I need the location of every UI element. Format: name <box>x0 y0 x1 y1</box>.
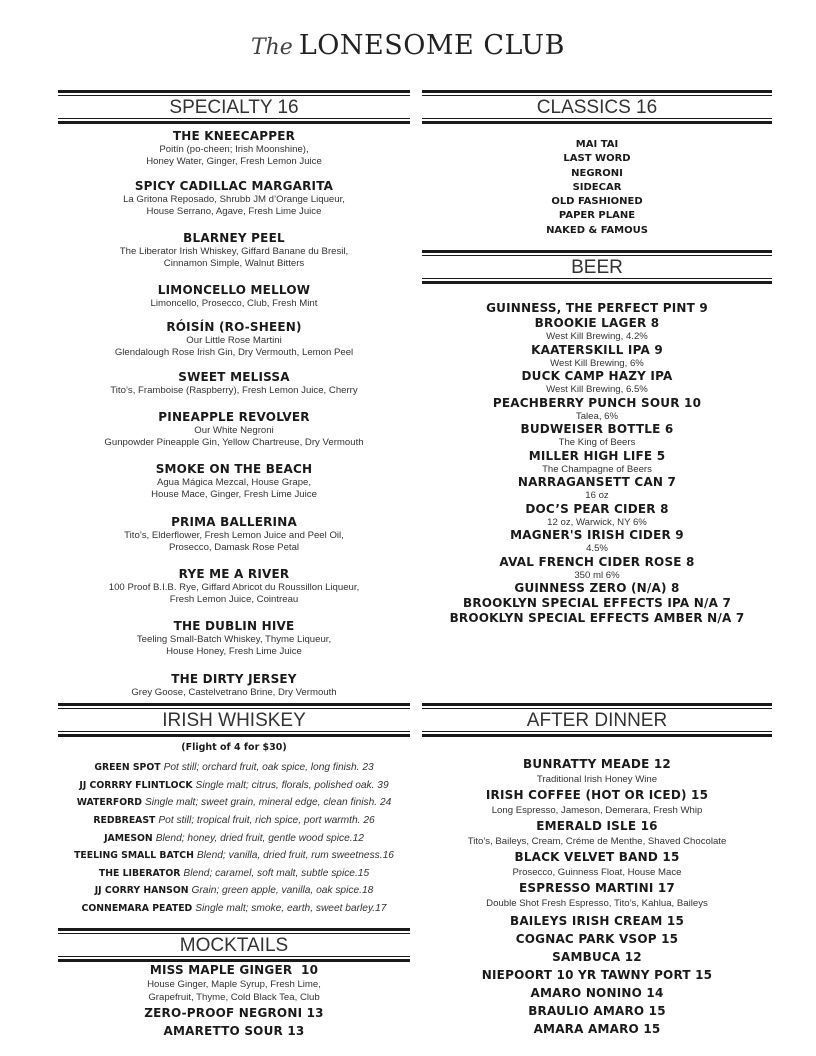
beer-desc: West Kill Brewing, 4.2% <box>546 331 648 342</box>
specialty-item <box>58 370 410 397</box>
after-dinner-desc: Prosecco, Guinness Float, House Mace <box>512 867 682 878</box>
classic-item: SIDECAR <box>572 181 622 193</box>
drink-name: SWEET MELISSA <box>178 370 290 384</box>
beer-desc: West Kill Brewing, 6% <box>550 357 644 369</box>
whiskey-desc: Grain; green apple, vanilla, oak spice.18 <box>191 885 374 897</box>
beer-header <box>422 250 772 284</box>
drink-desc: Honey Water, Ginger, Fresh Lemon Juice <box>146 155 322 167</box>
after-dinner-title: AFTER DINNER <box>526 710 668 731</box>
drink-desc: The Liberator Irish Whiskey, Giffard Banane du Bresil, <box>119 246 349 257</box>
whiskey-item <box>58 882 410 900</box>
after-dinner-name: BLACK VELVET BAND 15 <box>514 850 680 864</box>
drink-name: RYE ME A RIVER <box>178 567 290 581</box>
drink-name: THE KNEECAPPER <box>172 129 296 143</box>
mocktail-name: ZERO-PROOF NEGRONI 13 <box>144 1006 324 1020</box>
beer-name: BUDWEISER BOTTLE 6 <box>520 422 674 436</box>
drink-desc: Glendalough Rose Irish Gin, Dry Vermouth, Lemon Peel <box>114 346 354 358</box>
drink-desc: La Gritona Reposado, Shrubb JM d’Orange Liqueur, <box>123 194 345 205</box>
after-dinner-desc: Traditional Irish Honey Wine <box>536 774 658 785</box>
mocktails-list <box>58 963 410 1040</box>
mocktails-title: MOCKTAILS <box>179 935 289 956</box>
after-dinner-name: EMERALD ISLE 16 <box>536 819 658 833</box>
classics-header <box>422 90 772 124</box>
drink-desc: Teeling Small-Batch Whiskey, Thyme Liqueur, <box>136 634 332 645</box>
whiskey-name: GREEN SPOT <box>94 762 161 774</box>
beer-name: BROOKLYN SPECIAL EFFECTS IPA N/A 7 <box>462 596 732 610</box>
classic-item: LAST WORD <box>563 153 631 165</box>
brand-title <box>0 30 816 61</box>
after-dinner-name: IRISH COFFEE (HOT OR ICED) 15 <box>485 788 709 802</box>
whiskey-desc: Single malt; sweet grain, mineral edge, clean finish. 24 <box>144 797 392 809</box>
whiskey-name: JJ CORRRY FLINTLOCK <box>79 779 193 791</box>
drink-desc: Agua Mágica Mezcal, House Grape, <box>156 477 312 488</box>
after-dinner-desc: Tito’s, Baileys, Cream, Créme de Menthe, Shaved Chocolate <box>467 836 727 847</box>
drink-name: SPICY CADILLAC MARGARITA <box>134 179 334 193</box>
beer-title: BEER <box>571 257 623 278</box>
classic-item: PAPER PLANE <box>558 210 636 222</box>
after-dinner-name: SAMBUCA 12 <box>552 950 642 964</box>
classic-item: OLD FASHIONED <box>551 196 643 208</box>
beer-desc: Talea, 6% <box>575 410 619 422</box>
beer-name: KAATERSKILL IPA 9 <box>531 342 663 357</box>
drink-desc: Our White Negroni <box>194 425 274 436</box>
whiskey-name: THE LIBERATOR <box>98 867 181 879</box>
after-dinner-name: COGNAC PARK VSOP 15 <box>515 932 679 946</box>
whiskey-item <box>58 812 410 830</box>
after-dinner-desc: Double Shot Fresh Espresso, Tito’s, Kahlua, Baileys <box>486 898 708 909</box>
beer-name: BROOKLYN SPECIAL EFFECTS AMBER N/A 7 <box>449 611 745 625</box>
beer-desc: 350 ml 6% <box>574 569 620 581</box>
after-dinner-list <box>422 757 772 1038</box>
drink-desc: Gunpowder Pineapple Gin, Yellow Chartreuse, Dry Vermouth <box>104 436 364 448</box>
specialty-header <box>58 90 410 124</box>
whiskey-desc: Pot still; orchard fruit, oak spice, long finish. 23 <box>163 762 374 774</box>
brand-the: The <box>250 35 293 60</box>
after-dinner-name: AMARA AMARO 15 <box>533 1022 661 1036</box>
drink-desc: Cinnamon Simple, Walnut Bitters <box>163 257 305 269</box>
whiskey-item <box>58 830 410 848</box>
drink-desc: Tito’s, Elderflower, Fresh Lemon Juice and Peel Oil, <box>124 530 344 541</box>
specialty-title: SPECIALTY 16 <box>169 97 299 118</box>
specialty-item <box>58 567 410 605</box>
whiskey-desc: Single malt; smoke, earth, sweet barley.17 <box>195 903 387 915</box>
drink-name: LIMONCELLO MELLOW <box>157 283 311 297</box>
beer-desc: 4.5% <box>586 543 608 554</box>
whiskey-item <box>58 794 410 812</box>
mocktail-desc: Grapefruit, Thyme, Cold Black Tea, Club <box>148 992 320 1003</box>
irish-whiskey-header <box>58 703 410 737</box>
whiskey-item <box>58 759 410 777</box>
whiskey-desc: Blend; caramel, soft malt, subtle spice.15 <box>183 867 370 879</box>
mocktails-header <box>58 928 410 962</box>
after-dinner-header <box>422 703 772 737</box>
drink-desc: Limoncello, Prosecco, Club, Fresh Mint <box>150 298 318 309</box>
beer-name: MILLER HIGH LIFE 5 <box>528 448 666 463</box>
whiskey-name: JJ CORRY HANSON <box>94 885 189 897</box>
drink-desc: Poitín (po-cheen; Irish Moonshine), <box>159 144 309 155</box>
classic-item: NAKED & FAMOUS <box>546 224 648 236</box>
after-dinner-name: NIEPOORT 10 YR TAWNY PORT 15 <box>481 968 713 982</box>
classics-title: CLASSICS 16 <box>536 97 658 118</box>
specialty-item <box>58 283 410 310</box>
whiskey-desc: Pot still; tropical fruit, rich spice, port warmth. 26 <box>158 815 375 827</box>
specialty-item <box>58 672 410 699</box>
whiskey-name: WATERFORD <box>76 797 142 809</box>
classics-list <box>422 138 772 238</box>
whiskey-desc: Blend; honey, dried fruit, gentle wood spice.12 <box>155 832 364 844</box>
specialty-item <box>58 179 410 217</box>
drink-desc: House Mace, Ginger, Fresh Lime Juice <box>151 488 317 500</box>
whiskey-desc: Single malt; citrus, florals, polished oak. 39 <box>195 779 389 791</box>
after-dinner-name: ESPRESSO MARTINI 17 <box>519 881 675 895</box>
drink-name: THE DIRTY JERSEY <box>171 672 297 686</box>
beer-name: GUINNESS, THE PERFECT PINT 9 <box>486 301 708 315</box>
mocktail-name: MISS MAPLE GINGER 10 <box>149 963 319 977</box>
beer-name: DOC’S PEAR CIDER 8 <box>525 501 669 516</box>
mocktail-name: AMARETTO SOUR 13 <box>163 1024 305 1038</box>
specialty-item <box>58 462 410 500</box>
drink-desc: House Serrano, Agave, Fresh Lime Juice <box>146 205 322 217</box>
classic-item: MAI TAI <box>575 139 619 150</box>
whiskey-name: TEELING SMALL BATCH <box>74 850 194 862</box>
specialty-item <box>58 619 410 657</box>
irish-whiskey-title: IRISH WHISKEY <box>162 710 306 731</box>
beer-list <box>422 301 772 626</box>
whiskey-item <box>58 847 410 865</box>
beer-desc: 16 oz <box>585 490 609 501</box>
after-dinner-name: AMARO NONINO 14 <box>530 986 664 1000</box>
whiskey-name: CONNEMARA PEATED <box>81 903 193 915</box>
specialty-item <box>58 129 410 167</box>
beer-desc: The King of Beers <box>558 437 636 448</box>
drink-desc: House Honey, Fresh Lime Juice <box>166 645 302 657</box>
beer-desc: 12 oz, Warwick, NY 6% <box>547 516 647 528</box>
specialty-item <box>58 410 410 448</box>
whiskey-desc: Blend; vanilla, dried fruit, rum sweetness.16 <box>196 850 394 862</box>
drink-name: PRIMA BALLERINA <box>171 515 297 529</box>
beer-name: MAGNER'S IRISH CIDER 9 <box>510 528 684 542</box>
whiskey-list <box>58 741 410 918</box>
specialty-item <box>58 231 410 269</box>
drink-name: RÓISÍN (RO-SHEEN) <box>166 320 302 334</box>
after-dinner-name: BAILEYS IRISH CREAM 15 <box>509 914 685 928</box>
beer-name: AVAL FRENCH CIDER ROSE 8 <box>499 554 695 569</box>
whiskey-name: REDBREAST <box>93 815 156 827</box>
drink-desc: 100 Proof B.I.B. Rye, Giffard Abricot du Roussillon Liqueur, <box>108 582 360 593</box>
specialty-item <box>58 320 410 358</box>
beer-name: DUCK CAMP HAZY IPA <box>521 369 673 383</box>
drink-desc: Prosecco, Damask Rose Petal <box>168 541 300 553</box>
beer-name: BROOKIE LAGER 8 <box>534 316 660 330</box>
classic-item: NEGRONI <box>571 167 623 179</box>
beer-desc: West Kill Brewing, 6.5% <box>546 384 648 395</box>
beer-name: PEACHBERRY PUNCH SOUR 10 <box>492 395 702 410</box>
flight-note: (Flight of 4 for $30) <box>181 742 287 753</box>
drink-name: BLARNEY PEEL <box>183 231 285 245</box>
drink-name: SMOKE ON THE BEACH <box>155 462 313 476</box>
beer-name: GUINNESS ZERO (N/A) 8 <box>514 581 680 595</box>
whiskey-name: JAMESON <box>104 832 153 844</box>
brand-name: LONESOME CLUB <box>298 30 566 61</box>
after-dinner-name: BRAULIO AMARO 15 <box>528 1004 666 1018</box>
drink-name: PINEAPPLE REVOLVER <box>158 410 310 424</box>
drink-desc: Tito’s, Framboise (Raspberry), Fresh Lemon Juice, Cherry <box>110 385 358 396</box>
specialty-item <box>58 515 410 553</box>
whiskey-item <box>58 865 410 883</box>
mocktail-desc: House Ginger, Maple Syrup, Fresh Lime, <box>147 979 321 990</box>
drink-desc: Grey Goose, Castelvetrano Brine, Dry Vermouth <box>131 687 337 698</box>
beer-desc: The Champagne of Beers <box>542 463 652 475</box>
after-dinner-name: BUNRATTY MEADE 12 <box>523 757 671 771</box>
whiskey-item <box>58 900 410 918</box>
drink-desc: Our Little Rose Martini <box>186 335 282 346</box>
drink-desc: Fresh Lemon Juice, Cointreau <box>169 593 299 605</box>
drink-name: THE DUBLIN HIVE <box>173 619 295 633</box>
after-dinner-desc: Long Espresso, Jameson, Demerara, Fresh Whip <box>491 805 703 816</box>
beer-name: NARRAGANSETT CAN 7 <box>517 475 677 489</box>
whiskey-item <box>58 777 410 795</box>
